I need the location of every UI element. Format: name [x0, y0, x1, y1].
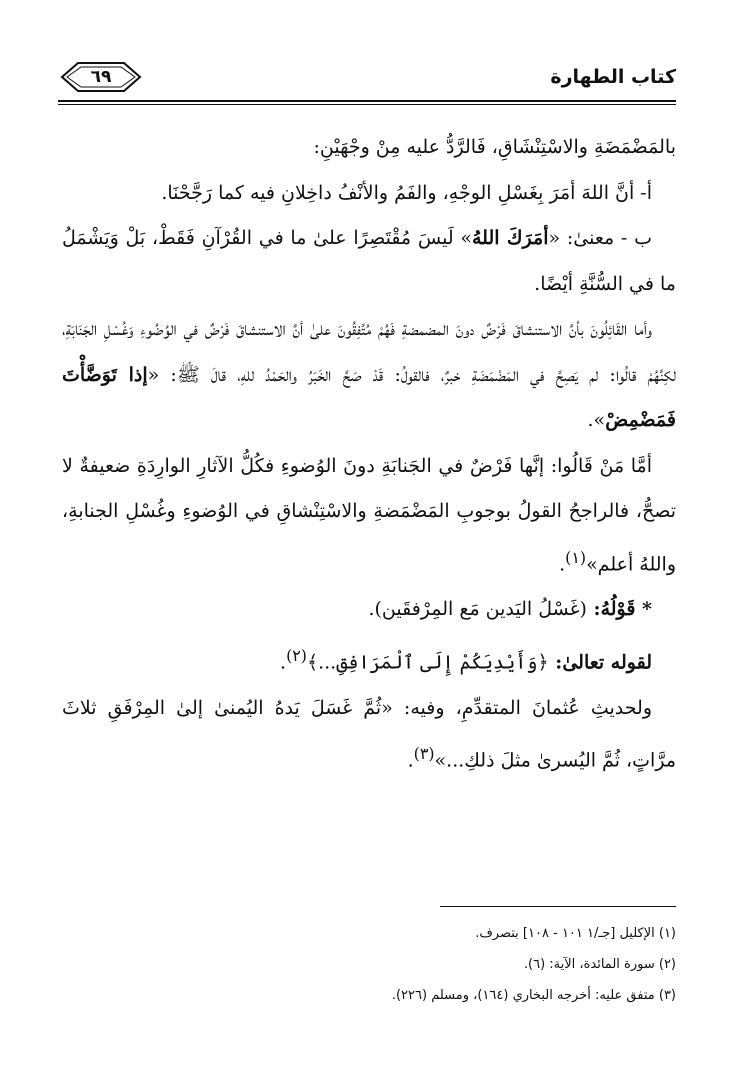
quoted-text: أمَرَكَ اللهُ: [472, 227, 549, 249]
page-number: ٦٩: [90, 67, 112, 87]
paragraph: [62, 686, 676, 784]
footnote-ref: (٣): [413, 744, 435, 764]
text-run: ولحديثِ عُثمانَ المتقدِّمِ، وفيه: «ثُمَّ غَسَلَ يَدهُ اليُمنىٰ إلىٰ المِرْفَقِ ثلاثَ مرَّاتٍ، ثُمَّ اليُسرىٰ مثلَ ذلكِ...»: [62, 696, 676, 772]
paragraph: بالمَضْمَضَةِ والاسْتِنْشَاقِ، فَالرَّدُّ عليه مِنْ وجْهَيْنِ:: [313, 136, 676, 158]
footnotes: [62, 918, 676, 1011]
paragraph: [62, 216, 676, 307]
quran-verse: ﴿وَأَيْدِيَكُمْ إِلَى ٱلْمَرَافِقِ...﴾: [306, 651, 549, 674]
section-label: * قَوْلُهُ:: [586, 598, 652, 621]
main-text: [62, 125, 676, 784]
text-run: .: [407, 749, 414, 772]
text-run: ب - معنىٰ: «: [548, 227, 652, 249]
text-run: .: [559, 552, 566, 575]
paragraph: [62, 633, 676, 686]
paragraph: [62, 307, 676, 444]
footnote: (٣) متفق عليه: أخرجه البخاري (١٦٤)، ومسلم (٢٢٦).: [391, 988, 676, 1003]
header-rule: [58, 100, 676, 105]
text-run: (غَسْلُ اليَدين مَع المِرْفقَين).: [368, 598, 587, 621]
hadith-quote: إذا تَوَضَّأْتَ فَمَضْمِضْ: [62, 363, 676, 431]
text-run: ».: [587, 409, 606, 431]
footnote-ref: (١): [565, 547, 587, 567]
paragraph: أ- أنَّ اللهَ أمَرَ بِغَسْلِ الوجْهِ، والفَمُ والأنْفُ داخِلانِ فيه كما رَجَّحْنَا.: [161, 181, 652, 204]
text-run: .: [280, 651, 287, 674]
paragraph: [62, 444, 676, 588]
page-header: [58, 60, 676, 100]
footnote-ref: (٢): [286, 645, 307, 665]
footnote-separator: [440, 906, 676, 907]
page-number-badge: [58, 60, 144, 94]
footnote: (٢) سورة المائدة، الآية: (٦).: [523, 957, 676, 972]
text-run: وأما القَائِلُونَ بأنَّ الاستنشاقَ فَرْضٌ دونَ المضمضةِ فَهُمْ مُتَّفِقُونَ علىٰ أنَّ الاستنشاقَ فَرْضٌ في الوُضُوءِ وَغُسْلِ الجَنَابَةِ، لكِنَّهُمْ قالُوا: لم يَصِحَّ في المَضْمَضَةِ خبرٌ، فالقولُ: قَدْ صَحَّ الخَبَرُ والحَمْدُ للهِ، قالَ ﷺ: «: [62, 318, 677, 386]
paragraph: [62, 587, 676, 633]
text-run: » لَيسَ مُقْتَصِرًا علىٰ ما في القُرْآنِ فَقَطْ، بَلْ وَيَشْمَلُ ما في السُّنَّةِ أيْضًا.: [62, 227, 676, 295]
text-run: أمَّا مَنْ قَالُوا: إنَّها فَرْضٌ في الجَنابَةِ دونَ الوُضوءِ فكُلُّ الآثارِ الوارِدَةِ ضعيفةٌ لا تصحُّ، فالراجحُ القولُ بوجوبِ المَضْمَضةِ والاسْتِنْشاقِ في الوُضوءِ وغُسْلِ الجنابةِ، واللهُ أعلم»: [62, 454, 676, 575]
text-run: لقوله تعالىٰ:: [548, 651, 652, 674]
running-title: كتاب الطهارة: [550, 66, 676, 88]
footnote: (١) الإكليل [جـ/١ ١٠١ - ١٠٨] بتصرف.: [475, 926, 676, 941]
